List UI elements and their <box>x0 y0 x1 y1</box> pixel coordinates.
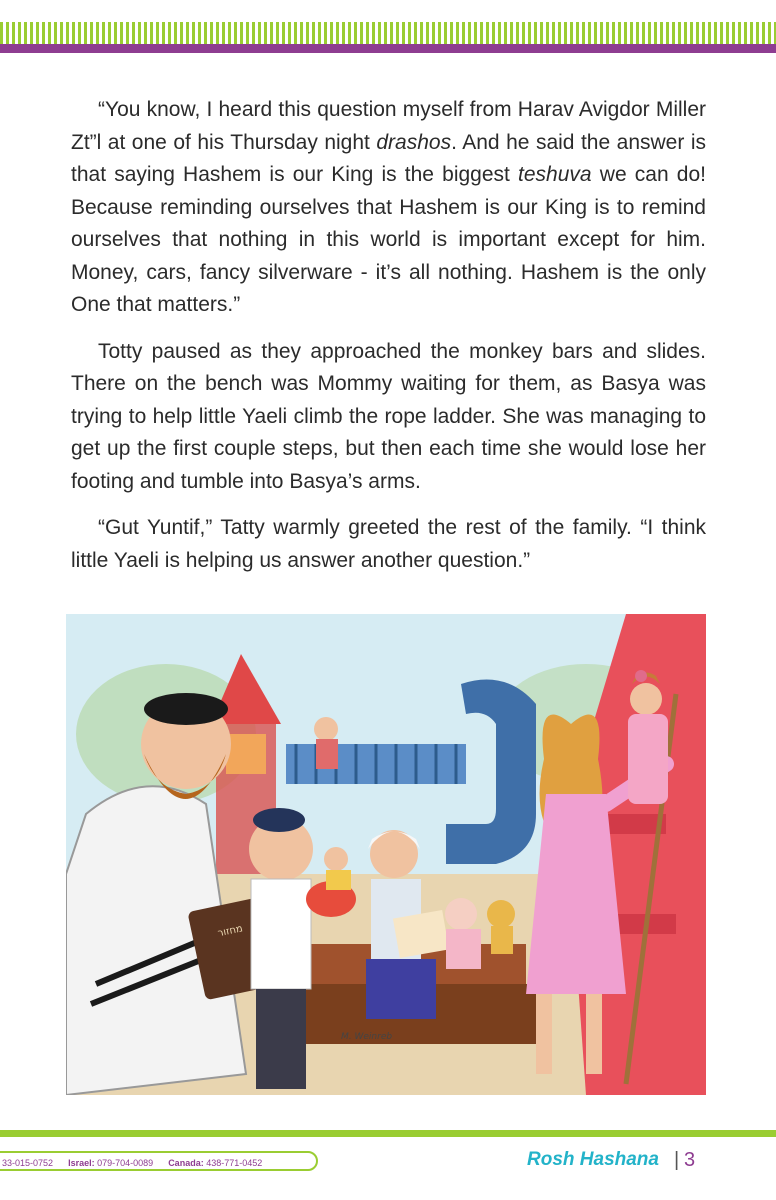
artist-signature: M. Weinreb <box>341 1032 393 1042</box>
top-stripe-border <box>0 22 776 44</box>
footer-separator: | <box>674 1149 680 1171</box>
playground-illustration <box>66 614 706 1095</box>
siddur-label: מחזור <box>216 923 244 940</box>
bottom-color-bar <box>0 1130 776 1137</box>
footer-title: Rosh Hashana <box>527 1149 659 1170</box>
phone-1: 33-015-0752 <box>2 1158 54 1168</box>
illustration-drawing <box>66 614 706 1095</box>
paragraph-3: “Gut Yuntif,” Tatty warmly greeted the rest of the family. “I think little Yaeli is helping us answer another question.” <box>71 516 706 572</box>
israel-phone: 079-704-0089 <box>97 1158 154 1168</box>
contact-info <box>0 1151 318 1171</box>
story-text <box>71 94 706 591</box>
israel-label: Israel: <box>68 1158 95 1168</box>
paragraph-2: Totty paused as they approached the monkey bars and slides. There on the bench was Mommy waiting for them, as Basya was trying to help little Yaeli climb the rope ladder. She was managing to get up the first couple steps, but then each time she would lose her footing and tumble into Basya’s arms. <box>71 339 706 493</box>
canada-label: Canada: <box>168 1158 204 1168</box>
canada-phone: 438-771-0452 <box>206 1158 263 1168</box>
paragraph-1: “You know, I heard this question myself from Harav Avigdor Miller Zt”l at one of his Thursday night drashos. And he said the answer is that saying Hashem is our King is the biggest teshuva we can do! Because reminding ourselves that Hashem is our King is to remind ourselves that nothing in this world is important except for him. Money, cars, fancy silverware - it’s all nothing. Hashem is the only One that matters.” <box>71 98 707 316</box>
top-color-bar <box>0 44 776 53</box>
page-number: 3 <box>684 1149 696 1171</box>
